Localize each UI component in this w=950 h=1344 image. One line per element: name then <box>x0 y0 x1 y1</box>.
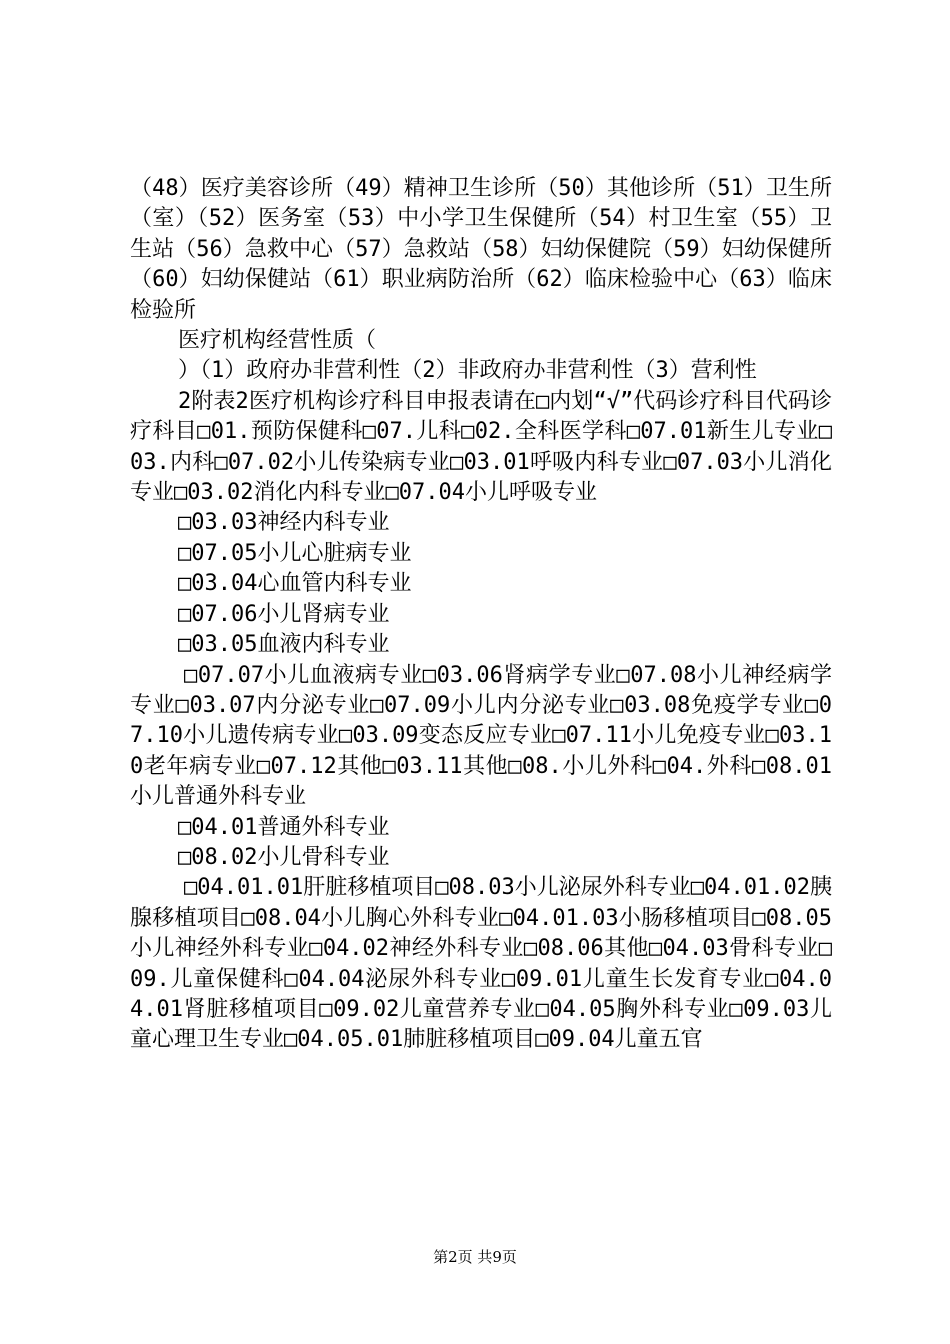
paragraph-hematology: □03.05血液内科专业 <box>178 632 390 658</box>
paragraph-pediatric-cardiology: □07.05小儿心脏病专业 <box>178 540 412 566</box>
document-body <box>130 174 832 1056</box>
paragraph-appendix-2-intro: 2附表2医疗机构诊疗科目申报表请在□内划“√”代码诊疗科目代码诊疗科目□01.预防保健科□07.儿科□02.全科医学科□07.01新生儿专业□03.内科□07.02小儿传染病专业□03.01呼吸内科专业□07.03小儿消化专业□03.02消化内科专业□07.04小儿呼吸专业 <box>130 388 832 506</box>
paragraph-cardiovascular: □03.04心血管内科专业 <box>178 571 412 597</box>
paragraph-operating-nature-options: ）（1）政府办非营利性（2）非政府办非营利性（3）营利性 <box>178 358 757 384</box>
paragraph-pediatric-orthopedics: □08.02小儿骨科专业 <box>178 844 390 870</box>
paragraph-general-surgery: □04.01普通外科专业 <box>178 814 390 840</box>
paragraph-neurology: □03.03神经内科专业 <box>178 510 390 536</box>
paragraph-transplant-list: □04.01.01肝脏移植项目□08.03小儿泌尿外科专业□04.01.02胰腺移植项目□08.04小儿胸心外科专业□04.01.03小肠移植项目□08.05小儿神经外科专业□04.02神经外科专业□08.06其他□04.03骨科专业□09.儿童保健科□04.04泌尿外科专业□09.01儿童生长发育专业□04.04.01肾脏移植项目□09.02儿童营养专业□04.05胸外科专业□09.03儿童心理卫生专业□04.05.01肺脏移植项目□09.04儿童五官 <box>130 875 832 1053</box>
paragraph-institution-types: （48）医疗美容诊所（49）精神卫生诊所（50）其他诊所（51）卫生所（室）（52）医务室（53）中小学卫生保健所（54）村卫生室（55）卫生站（56）急救中心（57）急救站（58）妇幼保健院（59）妇幼保健所（60）妇幼保健站（61）职业病防治所（62）临床检验中心（63）临床检验所 <box>130 176 832 323</box>
paragraph-operating-nature-label: 医疗机构经营性质（ <box>178 328 377 354</box>
page-footer: 第2页 共9页 <box>433 1248 517 1266</box>
paragraph-pediatric-nephrology: □07.06小儿肾病专业 <box>178 601 390 627</box>
paragraph-pediatric-hematology-list: □07.07小儿血液病专业□03.06肾病学专业□07.08小儿神经病学专业□03.07内分泌专业□07.09小儿内分泌专业□03.08免疫学专业□07.10小儿遗传病专业□03.09变态反应专业□07.11小儿免疫专业□03.10老年病专业□07.12其他□03.11其他□08.小儿外科□04.外科□08.01小儿普通外科专业 <box>130 662 832 810</box>
